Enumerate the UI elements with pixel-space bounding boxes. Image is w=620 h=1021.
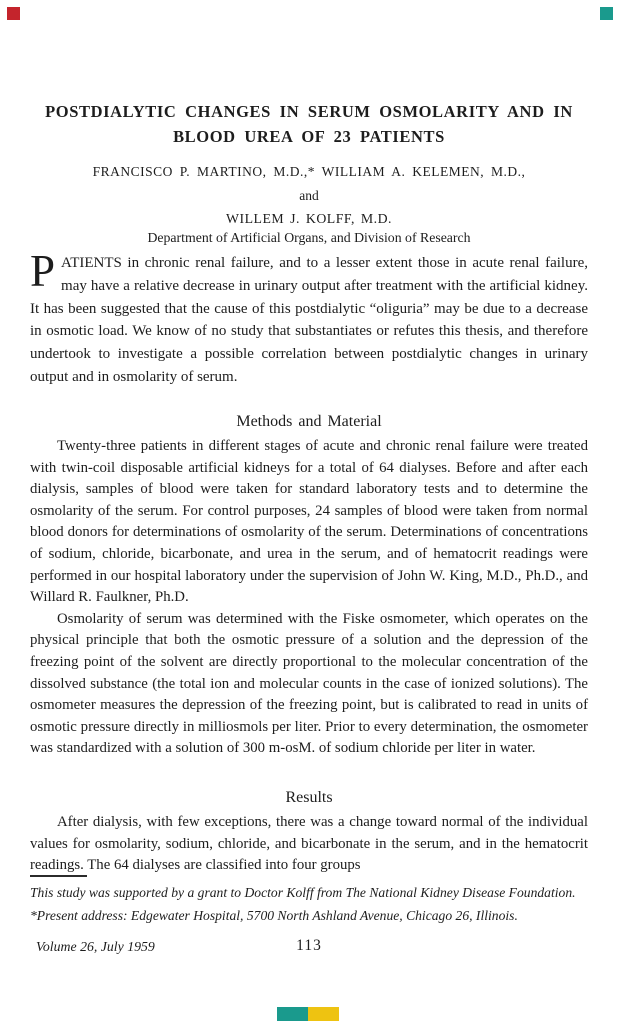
footnote-grant: This study was supported by a grant to Doctor Kolff from The National Kidney Disease Foundation.	[30, 885, 576, 900]
page-number: 113	[296, 937, 322, 954]
page-footer	[30, 937, 588, 955]
title-line-1: POSTDIALYTIC CHANGES IN SERUM OSMOLARITY AND IN	[45, 102, 573, 121]
affiliation-line: Department of Artificial Organs, and Division of Research	[147, 230, 471, 245]
scan-mark-bottom-yellow	[308, 1007, 339, 1021]
methods-paragraph-1: Twenty-three patients in different stages of acute and chronic renal failure were treated with twin-coil disposable artificial kidneys for a total of 64 dialyses. Before and after each dialysis, samples of blood were taken for standard laboratory tests and to determine the osmolarity of the serum. For control purposes, 24 samples of blood were taken from normal blood donors for determinations of osmolarity of the serum. Determinations of concentrations of sodium, chloride, bicarbonate, and urea in the serum, and of hematocrit readings were performed in our hospital laboratory under the supervision of John W. King, M.D., Ph.D., and Willard R. Faulkner, Ph.D.	[30, 438, 588, 606]
methods-heading-text: Methods and Material	[236, 413, 382, 430]
authors-connector: and	[299, 188, 319, 203]
methods-paragraph-2: Osmolarity of serum was determined with the Fiske osmometer, which operates on the physical principle that both the osmotic pressure of a solution and the depression of the freezing point of the solvent are directly proportional to the molecular concentration of the dissolved substance (the total ion and molecular counts in the case of ionized solutions). The osmometer measures the depression of the freezing point, but is calibrated to read in units of osmotic pressure directly in milliosmols per liter. Prior to every determination, the osmometer was standardized with a solution of 300 m-osM. of sodium chloride per liter in water.	[30, 610, 588, 757]
footnote-rule	[30, 875, 87, 877]
article-header	[30, 99, 588, 246]
results-paragraph: After dialysis, with few exceptions, there was a change toward normal of the individual values for osmolarity, sodium, chloride, and bicarbonate in the serum, and in the hematocrit readings. The 64 dialyses are classified into four groups	[30, 814, 588, 874]
footnote-present-address: *Present address: Edgewater Hospital, 5700 North Ashland Avenue, Chicago 26, Illinois.	[30, 908, 518, 923]
methods-section-body	[30, 436, 588, 760]
results-heading-text: Results	[285, 789, 333, 806]
authors-line: FRANCISCO P. MARTINO, M.D.,* WILLIAM A. KELEMEN, M.D.,	[92, 164, 526, 179]
author-third: WILLEM J. KOLFF, M.D.	[225, 211, 392, 226]
scan-mark-top-left	[7, 7, 20, 20]
scan-mark-bottom-teal	[277, 1007, 308, 1021]
section-heading-results	[30, 787, 588, 809]
scan-mark-top-right	[600, 7, 613, 20]
results-section-body	[30, 812, 588, 877]
intro-text: ATIENTS in chronic renal failure, and to a lesser extent those in acute renal failure, may have a relative decrease in urinary output after treatment with the artificial kidney. It has been suggested that the cause of this postdialytic “oliguria” may be due to a decrease in osmotic load. We know of no study that substantiates or refutes this thesis, and therefore undertook to investigate a possible correlation between postdialytic changes in urinary output and in osmolarity of serum.	[30, 255, 588, 385]
drop-cap: P	[30, 246, 56, 296]
volume-date: Volume 26, July 1959	[36, 939, 155, 954]
title-line-2: BLOOD UREA OF 23 PATIENTS	[173, 127, 445, 146]
section-heading-methods	[30, 411, 588, 433]
intro-paragraph	[30, 246, 588, 389]
footnotes-block	[30, 882, 600, 928]
article-title	[30, 99, 588, 149]
